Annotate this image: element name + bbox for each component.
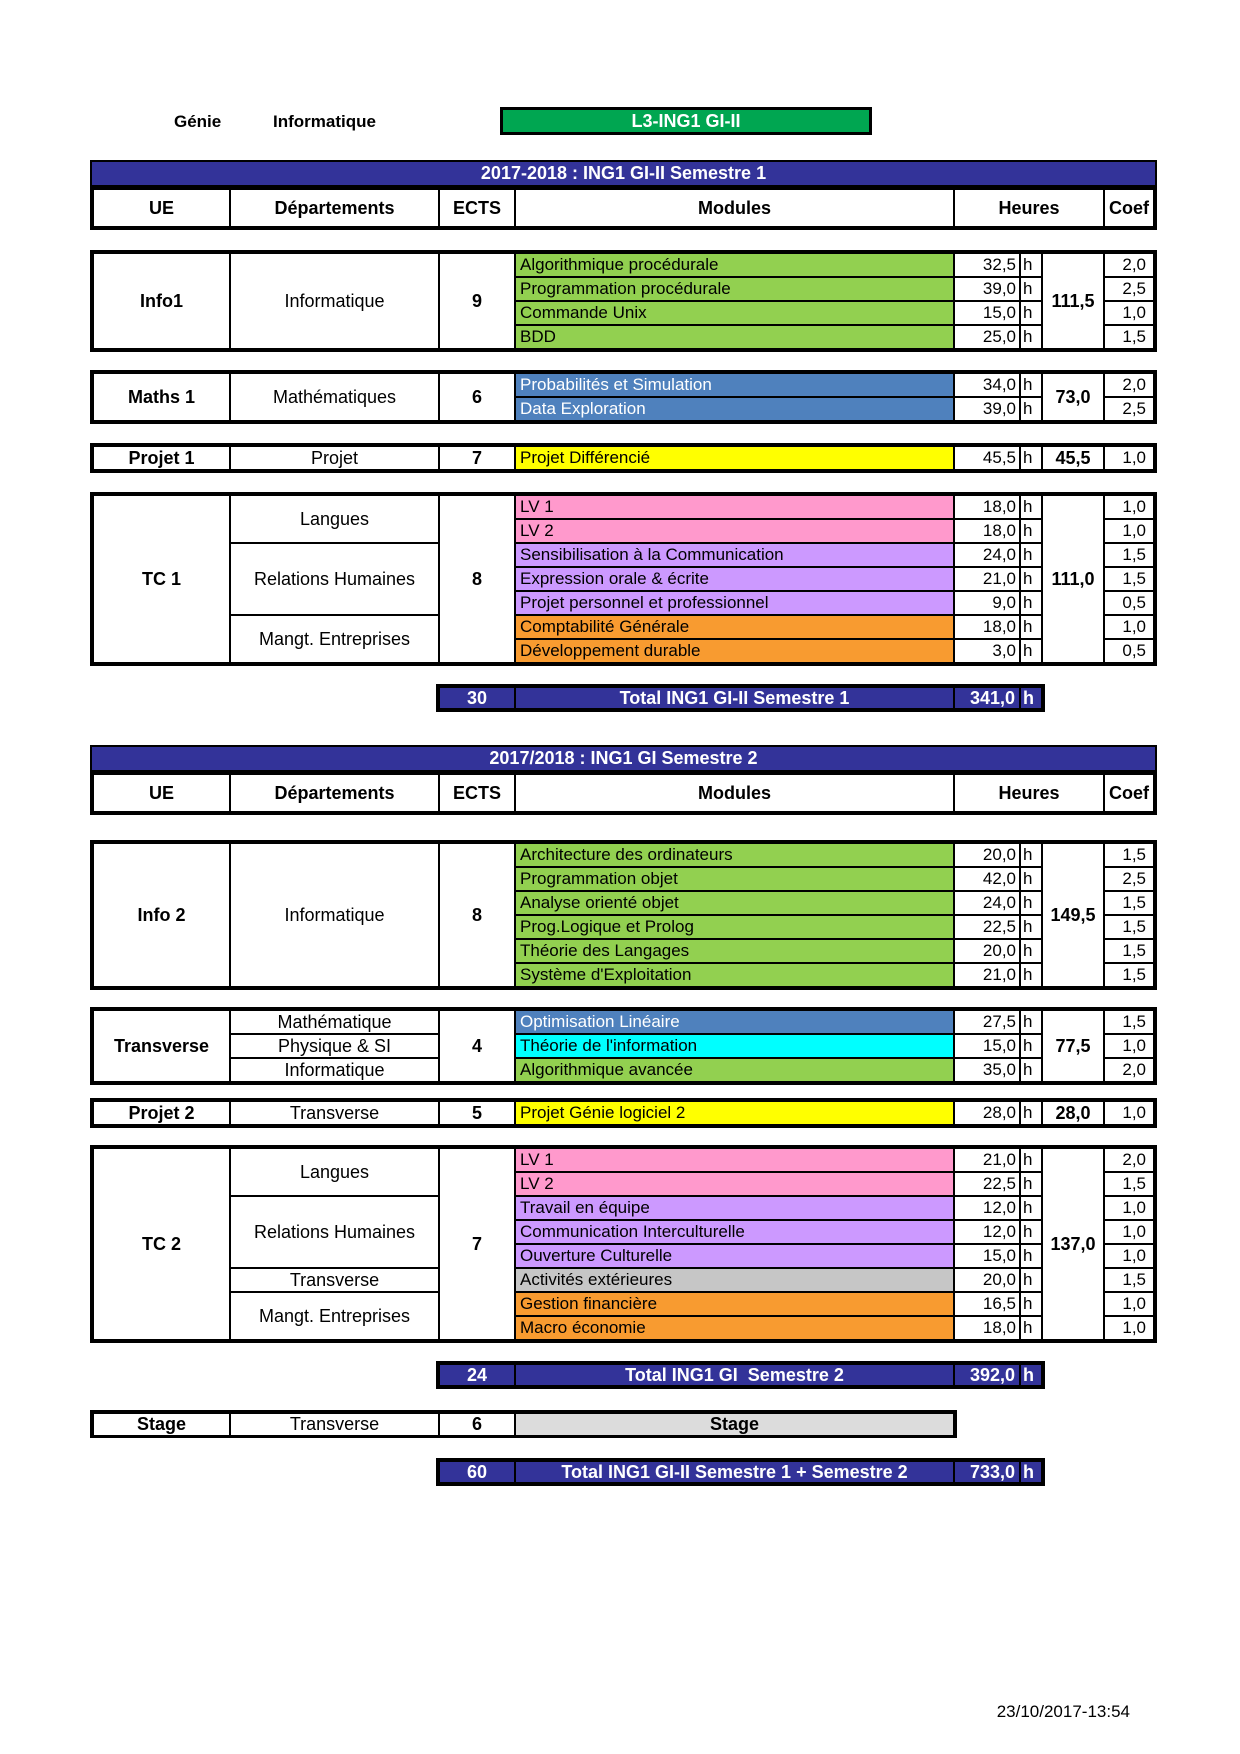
hour-unit-cell: h <box>1020 495 1042 519</box>
coef-cell: 1,0 <box>1104 301 1154 325</box>
hour-unit-cell: h <box>1020 615 1042 639</box>
ects-cell: 7 <box>439 1148 515 1340</box>
coef-cell: 1,5 <box>1104 325 1154 349</box>
total-label-cell: Total ING1 GI-II Semestre 1 <box>515 687 954 709</box>
department-cell: Mangt. Entreprises <box>230 615 439 663</box>
hours-cell: 12,0 <box>954 1196 1020 1220</box>
coef-cell: 1,0 <box>1104 615 1154 639</box>
hour-unit-cell: h <box>1020 1196 1042 1220</box>
total-hours-cell: 341,0 <box>954 687 1020 709</box>
hours-cell: 39,0 <box>954 397 1020 421</box>
ects-cell: 6 <box>439 1413 515 1436</box>
semester2-total-row <box>436 1361 1045 1389</box>
block-total-hours-cell: 149,5 <box>1042 843 1104 987</box>
total-hour-unit-cell: h <box>1020 1461 1042 1483</box>
total-ects-cell: 24 <box>439 1364 515 1386</box>
hour-unit-cell: h <box>1020 301 1042 325</box>
module-cell: Macro économie <box>515 1316 954 1340</box>
module-cell: Sensibilisation à la Communication <box>515 543 954 567</box>
coef-cell: 2,0 <box>1104 253 1154 277</box>
block-maths1 <box>90 370 1157 424</box>
department-cell: Transverse <box>230 1268 439 1292</box>
hours-cell: 15,0 <box>954 1034 1020 1058</box>
block-projet2 <box>90 1098 1157 1128</box>
hours-cell: 20,0 <box>954 1268 1020 1292</box>
coef-cell: 1,5 <box>1104 1010 1154 1034</box>
module-cell: Commande Unix <box>515 301 954 325</box>
ue-cell: TC 2 <box>93 1148 230 1340</box>
hours-cell: 18,0 <box>954 615 1020 639</box>
coef-cell: 2,0 <box>1104 1058 1154 1082</box>
module-cell: LV 2 <box>515 519 954 543</box>
block-info2 <box>90 840 1157 990</box>
hour-unit-cell: h <box>1020 446 1042 470</box>
coef-cell: 1,5 <box>1104 843 1154 867</box>
department-cell: Projet <box>230 446 439 470</box>
column-header-modules: Modules <box>515 189 954 227</box>
coef-cell: 1,0 <box>1104 1220 1154 1244</box>
coef-cell: 1,0 <box>1104 1196 1154 1220</box>
total-ects-cell: 30 <box>439 687 515 709</box>
hour-unit-cell: h <box>1020 1220 1042 1244</box>
hour-unit-cell: h <box>1020 397 1042 421</box>
department-cell: Informatique <box>230 843 439 987</box>
coef-cell: 1,5 <box>1104 567 1154 591</box>
ects-cell: 8 <box>439 843 515 987</box>
hours-cell: 12,0 <box>954 1220 1020 1244</box>
column-header-ue: UE <box>93 774 230 812</box>
hours-cell: 32,5 <box>954 253 1020 277</box>
column-header-coef: Coef <box>1104 189 1154 227</box>
total-hour-unit-cell: h <box>1020 687 1042 709</box>
coef-cell: 1,0 <box>1104 1244 1154 1268</box>
module-cell: Système d'Exploitation <box>515 963 954 987</box>
coef-cell: 1,0 <box>1104 446 1154 470</box>
total-hours-cell: 392,0 <box>954 1364 1020 1386</box>
module-cell: Expression orale & écrite <box>515 567 954 591</box>
ects-cell: 5 <box>439 1101 515 1125</box>
hour-unit-cell: h <box>1020 915 1042 939</box>
coef-cell: 1,0 <box>1104 1034 1154 1058</box>
column-header-modules: Modules <box>515 774 954 812</box>
department-cell: Informatique <box>230 253 439 349</box>
department-cell: Mathématique <box>230 1010 439 1034</box>
semester1-header-row <box>90 186 1157 230</box>
module-cell: Projet personnel et professionnel <box>515 591 954 615</box>
column-header-departements: Départements <box>230 774 439 812</box>
module-cell: Algorithmique avancée <box>515 1058 954 1082</box>
ects-cell: 6 <box>439 373 515 421</box>
hours-cell: 18,0 <box>954 495 1020 519</box>
ue-cell: Projet 1 <box>93 446 230 470</box>
coef-cell: 2,0 <box>1104 1148 1154 1172</box>
hours-cell: 35,0 <box>954 1058 1020 1082</box>
hour-unit-cell: h <box>1020 939 1042 963</box>
block-total-hours-cell: 111,0 <box>1042 495 1104 663</box>
coef-cell: 1,0 <box>1104 519 1154 543</box>
stage-module-cell: Stage <box>515 1413 954 1436</box>
hour-unit-cell: h <box>1020 325 1042 349</box>
column-header-coef: Coef <box>1104 774 1154 812</box>
block-total-hours-cell: 45,5 <box>1042 446 1104 470</box>
module-cell: BDD <box>515 325 954 349</box>
hours-cell: 16,5 <box>954 1292 1020 1316</box>
hours-cell: 42,0 <box>954 867 1020 891</box>
hours-cell: 34,0 <box>954 373 1020 397</box>
hours-cell: 28,0 <box>954 1101 1020 1125</box>
ue-cell: Info1 <box>93 253 230 349</box>
coef-cell: 1,5 <box>1104 939 1154 963</box>
hours-cell: 21,0 <box>954 567 1020 591</box>
total-label-cell: Total ING1 GI Semestre 2 <box>515 1364 954 1386</box>
hour-unit-cell: h <box>1020 543 1042 567</box>
coef-cell: 1,5 <box>1104 543 1154 567</box>
hour-unit-cell: h <box>1020 1244 1042 1268</box>
hour-unit-cell: h <box>1020 1316 1042 1340</box>
module-cell: Algorithmique procédurale <box>515 253 954 277</box>
hours-cell: 21,0 <box>954 963 1020 987</box>
block-total-hours-cell: 73,0 <box>1042 373 1104 421</box>
semester1-title-bar: 2017-2018 : ING1 GI-II Semestre 1 <box>90 160 1157 187</box>
module-cell: Théorie de l'information <box>515 1034 954 1058</box>
block-tc2 <box>90 1145 1157 1343</box>
coef-cell: 1,5 <box>1104 1172 1154 1196</box>
block-transverse <box>90 1007 1157 1085</box>
grand-total-row <box>436 1458 1045 1486</box>
module-cell: Programmation procédurale <box>515 277 954 301</box>
module-cell: Théorie des Langages <box>515 939 954 963</box>
module-cell: Prog.Logique et Prolog <box>515 915 954 939</box>
block-tc1 <box>90 492 1157 666</box>
semester1-total-row <box>436 684 1045 712</box>
hours-cell: 45,5 <box>954 446 1020 470</box>
module-cell: Probabilités et Simulation <box>515 373 954 397</box>
ects-cell: 9 <box>439 253 515 349</box>
hour-unit-cell: h <box>1020 1268 1042 1292</box>
total-label-cell: Total ING1 GI-II Semestre 1 + Semestre 2 <box>515 1461 954 1483</box>
hour-unit-cell: h <box>1020 1010 1042 1034</box>
block-total-hours-cell: 137,0 <box>1042 1148 1104 1340</box>
coef-cell: 1,0 <box>1104 1316 1154 1340</box>
module-cell: LV 1 <box>515 1148 954 1172</box>
module-cell: Data Exploration <box>515 397 954 421</box>
coef-cell: 1,5 <box>1104 915 1154 939</box>
total-ects-cell: 60 <box>439 1461 515 1483</box>
department-cell: Mangt. Entreprises <box>230 1292 439 1340</box>
program-label: Génie <box>174 112 222 131</box>
module-cell: Analyse orienté objet <box>515 891 954 915</box>
coef-cell: 1,5 <box>1104 891 1154 915</box>
hour-unit-cell: h <box>1020 567 1042 591</box>
module-cell: Travail en équipe <box>515 1196 954 1220</box>
module-cell: LV 1 <box>515 495 954 519</box>
department-cell: Physique & SI <box>230 1034 439 1058</box>
hours-cell: 15,0 <box>954 1244 1020 1268</box>
department-cell: Relations Humaines <box>230 543 439 615</box>
total-hour-unit-cell: h <box>1020 1364 1042 1386</box>
column-header-departements: Départements <box>230 189 439 227</box>
ue-cell: Info 2 <box>93 843 230 987</box>
department-cell: Transverse <box>230 1101 439 1125</box>
coef-cell: 2,5 <box>1104 277 1154 301</box>
block-total-hours-cell: 77,5 <box>1042 1010 1104 1082</box>
column-header-heures: Heures <box>954 189 1104 227</box>
department-cell: Langues <box>230 1148 439 1196</box>
module-cell: Gestion financière <box>515 1292 954 1316</box>
module-cell: Comptabilité Générale <box>515 615 954 639</box>
hours-cell: 20,0 <box>954 939 1020 963</box>
hours-cell: 27,5 <box>954 1010 1020 1034</box>
semester2-header-row <box>90 771 1157 815</box>
hours-cell: 9,0 <box>954 591 1020 615</box>
coef-cell: 1,0 <box>1104 1101 1154 1125</box>
program-badge: L3-ING1 GI-II <box>500 107 872 135</box>
hour-unit-cell: h <box>1020 891 1042 915</box>
ue-cell: Transverse <box>93 1010 230 1082</box>
department-cell: Mathématiques <box>230 373 439 421</box>
hour-unit-cell: h <box>1020 1034 1042 1058</box>
module-cell: Communication Interculturelle <box>515 1220 954 1244</box>
hours-cell: 39,0 <box>954 277 1020 301</box>
module-cell: Projet Différencié <box>515 446 954 470</box>
column-header-ue: UE <box>93 189 230 227</box>
coef-cell: 2,5 <box>1104 397 1154 421</box>
hour-unit-cell: h <box>1020 1148 1042 1172</box>
hour-unit-cell: h <box>1020 843 1042 867</box>
module-cell: Développement durable <box>515 639 954 663</box>
hour-unit-cell: h <box>1020 1292 1042 1316</box>
hour-unit-cell: h <box>1020 253 1042 277</box>
hours-cell: 21,0 <box>954 1148 1020 1172</box>
coef-cell: 1,5 <box>1104 1268 1154 1292</box>
hour-unit-cell: h <box>1020 277 1042 301</box>
ects-cell: 7 <box>439 446 515 470</box>
hour-unit-cell: h <box>1020 373 1042 397</box>
semester2-title-bar: 2017/2018 : ING1 GI Semestre 2 <box>90 745 1157 772</box>
coef-cell: 1,0 <box>1104 495 1154 519</box>
module-cell: Programmation objet <box>515 867 954 891</box>
ects-cell: 8 <box>439 495 515 663</box>
ue-cell: Projet 2 <box>93 1101 230 1125</box>
module-cell: Optimisation Linéaire <box>515 1010 954 1034</box>
column-header-heures: Heures <box>954 774 1104 812</box>
hours-cell: 24,0 <box>954 891 1020 915</box>
coef-cell: 1,0 <box>1104 1292 1154 1316</box>
stage-row <box>90 1410 957 1438</box>
hours-cell: 20,0 <box>954 843 1020 867</box>
ue-cell: TC 1 <box>93 495 230 663</box>
block-total-hours-cell: 28,0 <box>1042 1101 1104 1125</box>
hour-unit-cell: h <box>1020 867 1042 891</box>
department-cell: Langues <box>230 495 439 543</box>
hours-cell: 22,5 <box>954 915 1020 939</box>
coef-cell: 2,0 <box>1104 373 1154 397</box>
block-projet1 <box>90 443 1157 473</box>
department-cell: Relations Humaines <box>230 1196 439 1268</box>
column-header-ects: ECTS <box>439 189 515 227</box>
program-dept-label: Informatique <box>273 112 376 131</box>
hours-cell: 3,0 <box>954 639 1020 663</box>
hours-cell: 22,5 <box>954 1172 1020 1196</box>
module-cell: LV 2 <box>515 1172 954 1196</box>
coef-cell: 2,5 <box>1104 867 1154 891</box>
hour-unit-cell: h <box>1020 1058 1042 1082</box>
column-header-ects: ECTS <box>439 774 515 812</box>
hour-unit-cell: h <box>1020 1101 1042 1125</box>
module-cell: Projet Génie logiciel 2 <box>515 1101 954 1125</box>
module-cell: Activités extérieures <box>515 1268 954 1292</box>
hours-cell: 25,0 <box>954 325 1020 349</box>
module-cell: Ouverture Culturelle <box>515 1244 954 1268</box>
hours-cell: 18,0 <box>954 1316 1020 1340</box>
department-cell: Transverse <box>230 1413 439 1436</box>
block-total-hours-cell: 111,5 <box>1042 253 1104 349</box>
hour-unit-cell: h <box>1020 591 1042 615</box>
coef-cell: 0,5 <box>1104 591 1154 615</box>
coef-cell: 1,5 <box>1104 963 1154 987</box>
hours-cell: 18,0 <box>954 519 1020 543</box>
ects-cell: 4 <box>439 1010 515 1082</box>
hour-unit-cell: h <box>1020 519 1042 543</box>
department-cell: Informatique <box>230 1058 439 1082</box>
module-cell: Architecture des ordinateurs <box>515 843 954 867</box>
hours-cell: 24,0 <box>954 543 1020 567</box>
hour-unit-cell: h <box>1020 963 1042 987</box>
total-hours-cell: 733,0 <box>954 1461 1020 1483</box>
hour-unit-cell: h <box>1020 639 1042 663</box>
block-info1 <box>90 250 1157 352</box>
timestamp: 23/10/2017-13:54 <box>996 1702 1130 1721</box>
coef-cell: 0,5 <box>1104 639 1154 663</box>
hours-cell: 15,0 <box>954 301 1020 325</box>
ue-cell: Maths 1 <box>93 373 230 421</box>
ue-cell: Stage <box>93 1413 230 1436</box>
hour-unit-cell: h <box>1020 1172 1042 1196</box>
